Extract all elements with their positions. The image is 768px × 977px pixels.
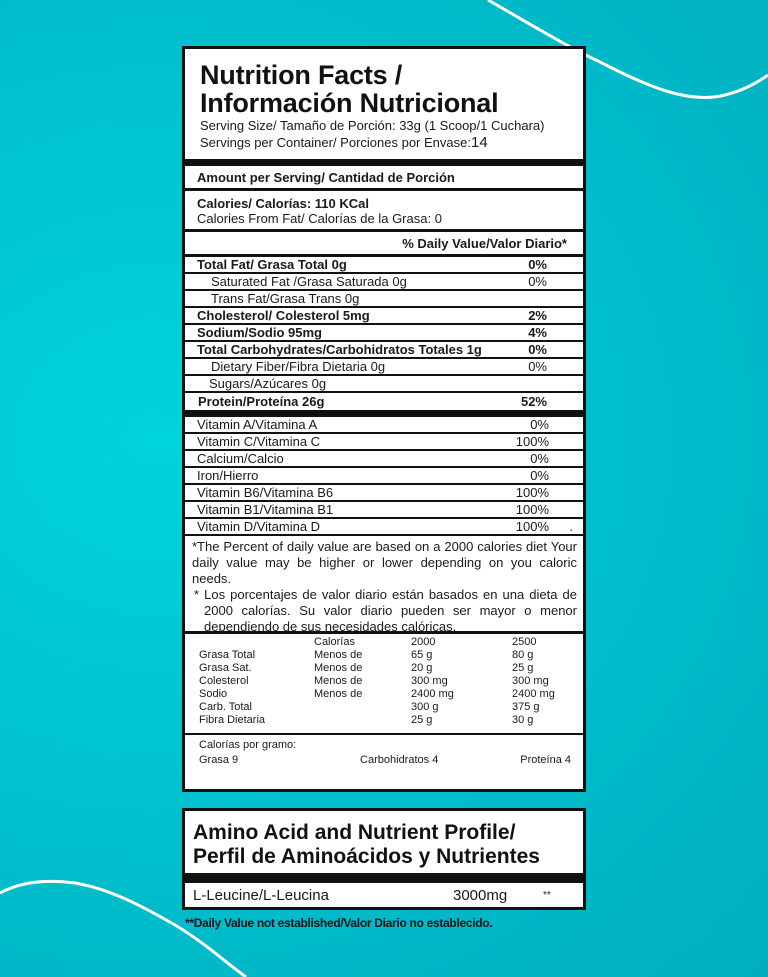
servings-per-container-value: 14 <box>470 134 488 151</box>
vitamin-row <box>185 502 583 519</box>
table-cell: Colesterol <box>199 675 249 687</box>
nutrient-row <box>185 342 583 359</box>
nutrient-dv: 4% <box>528 325 547 340</box>
vitamin-dv: 0% <box>530 417 549 432</box>
vitamin-row <box>185 434 583 451</box>
amino-amount: 3000mg <box>453 886 508 904</box>
reference-table-row <box>199 701 573 714</box>
table-cell: 2400 mg <box>411 688 454 700</box>
divider-thick <box>185 159 583 166</box>
amino-profile-title-es: Perfil de Aminoácidos y Nutrientes <box>193 845 540 868</box>
divider-thick <box>185 873 583 883</box>
table-cell <box>314 701 411 714</box>
label-header <box>185 49 583 159</box>
nutrition-facts-label <box>182 46 586 792</box>
nutrient-dv: 0% <box>528 342 547 357</box>
table-cell: 25 g <box>411 714 433 726</box>
table-cell: Menos de <box>314 649 363 661</box>
reference-daily-values-table <box>185 634 583 733</box>
table-cell: 30 g <box>512 714 534 726</box>
table-cell: Menos de <box>314 662 363 674</box>
amino-label: L-Leucine/L-Leucina <box>193 886 329 904</box>
table-cell: Fibra Dietaria <box>199 714 266 726</box>
table-cell: Menos de <box>314 688 363 700</box>
calories-per-gram <box>185 735 583 768</box>
nutrient-dv: 0% <box>528 257 547 272</box>
vitamin-d-mark: . <box>569 519 573 534</box>
divider-thick <box>185 410 583 417</box>
table-cell: 80 g <box>512 649 534 661</box>
daily-value-footnote <box>185 536 583 634</box>
table-cell: 2500 <box>512 636 537 648</box>
footnote-es: * Los porcentajes de valor diario están basados en una dieta de 2000 calorías. Su valor diario pueden ser mayor o menor dependiendo de sus necesidades calóricas. <box>194 587 577 634</box>
table-cell: Sodio <box>199 688 228 700</box>
nutrient-label: Dietary Fiber/Fibra Dietaria 0g <box>211 359 386 374</box>
nutrient-label: Saturated Fat /Grasa Saturada 0g <box>211 274 407 289</box>
calories: Calories/ Calorías: 110 KCal <box>197 196 369 211</box>
nutrient-label: Trans Fat/Grasa Trans 0g <box>211 291 360 306</box>
table-cell: 300 mg <box>512 675 549 687</box>
table-cell <box>199 636 314 649</box>
nutrient-row <box>185 308 583 325</box>
vitamin-row <box>185 451 583 468</box>
label-title-en: Nutrition Facts / <box>200 60 403 90</box>
table-cell: 2400 mg <box>512 688 555 700</box>
nutrient-row <box>185 257 583 274</box>
table-cell: 20 g <box>411 662 433 674</box>
vitamin-dv: 0% <box>530 468 549 483</box>
nutrient-row <box>185 359 583 376</box>
calories-per-gram-label: Calorías por gramo: <box>199 739 297 751</box>
calories-per-gram-values <box>199 753 571 768</box>
daily-value-header: % Daily Value/Valor Diario* <box>402 235 567 251</box>
footnote-en: *The Percent of daily value are based on a 2000 calories diet Your daily value may be higher or lower depending on you caloric needs. <box>192 539 577 586</box>
vitamin-dv: 100% <box>515 485 549 500</box>
amino-profile-title <box>185 811 583 873</box>
table-cell: Carb. Total <box>199 701 252 713</box>
table-cell: Grasa Sat. <box>199 662 252 674</box>
reference-table-row <box>199 675 573 688</box>
nutrient-row <box>185 291 583 308</box>
vitamin-label: Vitamin D/Vitamina D <box>197 519 321 534</box>
vitamins-list <box>185 417 583 536</box>
amino-dv: ** <box>543 889 551 901</box>
nutrient-dv: 0% <box>528 274 547 289</box>
vitamin-row <box>185 519 583 536</box>
nutrient-label: Protein/Proteína 26g <box>198 394 325 409</box>
reference-table-row <box>199 649 573 662</box>
amount-per-serving: Amount per Serving/ Cantidad de Porción <box>197 169 455 185</box>
reference-table-row <box>199 662 573 675</box>
label-title-es: Información Nutricional <box>200 88 499 118</box>
table-cell: 300 mg <box>411 675 448 687</box>
reference-table-row <box>199 714 573 727</box>
nutrient-label: Total Carbohydrates/Carbohidratos Totales 1g <box>197 342 482 357</box>
vitamin-label: Vitamin A/Vitamina A <box>197 417 318 432</box>
calories-block <box>185 191 583 229</box>
nutrient-dv: 2% <box>528 308 547 323</box>
vitamin-label: Iron/Hierro <box>197 468 259 483</box>
servings-per-container <box>200 135 583 151</box>
amino-row <box>185 883 583 907</box>
table-cell: 2000 <box>411 636 436 648</box>
servings-per-container-label: Servings per Container/ Porciones por Envase: <box>200 135 471 150</box>
table-cell: 65 g <box>411 649 433 661</box>
vitamin-dv: 100% <box>515 434 549 449</box>
fat-calories-per-gram: Grasa 9 <box>199 754 239 766</box>
serving-size: Serving Size/ Tamaño de Porción: 33g (1 Scoop/1 Cuchara) <box>200 118 545 133</box>
protein-calories-per-gram: Proteína 4 <box>520 754 571 766</box>
daily-value-not-established-note: **Daily Value not established/Valor Diario no establecido. <box>185 916 493 930</box>
vitamin-row <box>185 485 583 502</box>
vitamin-dv: 100% <box>515 519 549 534</box>
reference-table-row <box>199 688 573 701</box>
vitamin-label: Vitamin C/Vitamina C <box>197 434 321 449</box>
vitamin-label: Vitamin B6/Vitamina B6 <box>197 485 334 500</box>
nutrient-dv: 0% <box>528 359 547 374</box>
nutrient-row <box>185 325 583 342</box>
vitamin-row <box>185 468 583 485</box>
nutrient-row <box>185 393 583 410</box>
nutrient-row <box>185 376 583 393</box>
nutrients-list <box>185 257 583 410</box>
nutrient-label: Cholesterol/ Colesterol 5mg <box>197 308 370 323</box>
vitamin-label: Calcium/Calcio <box>197 451 284 466</box>
nutrient-label: Sugars/Azúcares 0g <box>209 376 327 391</box>
vitamin-dv: 100% <box>515 502 549 517</box>
table-cell: Calorías <box>314 636 355 648</box>
calories-from-fat: Calories From Fat/ Calorías de la Grasa: 0 <box>197 211 442 226</box>
nutrient-label: Total Fat/ Grasa Total 0g <box>197 257 347 272</box>
vitamin-row <box>185 417 583 434</box>
vitamin-dv: 0% <box>530 451 549 466</box>
amino-acid-profile <box>182 808 586 910</box>
carbs-calories-per-gram: Carbohidratos 4 <box>360 754 439 766</box>
table-cell: 25 g <box>512 662 534 674</box>
table-cell: 300 g <box>411 701 439 713</box>
amino-profile-title-en: Amino Acid and Nutrient Profile/ <box>193 821 516 844</box>
nutrient-label: Sodium/Sodio 95mg <box>197 325 322 340</box>
nutrient-dv: 52% <box>520 394 547 409</box>
table-cell: Menos de <box>314 675 363 687</box>
table-cell: 375 g <box>512 701 540 713</box>
table-cell <box>314 714 411 727</box>
table-cell: Grasa Total <box>199 649 256 661</box>
reference-table-header <box>199 636 573 649</box>
vitamin-label: Vitamin B1/Vitamina B1 <box>197 502 334 517</box>
nutrient-row <box>185 274 583 291</box>
